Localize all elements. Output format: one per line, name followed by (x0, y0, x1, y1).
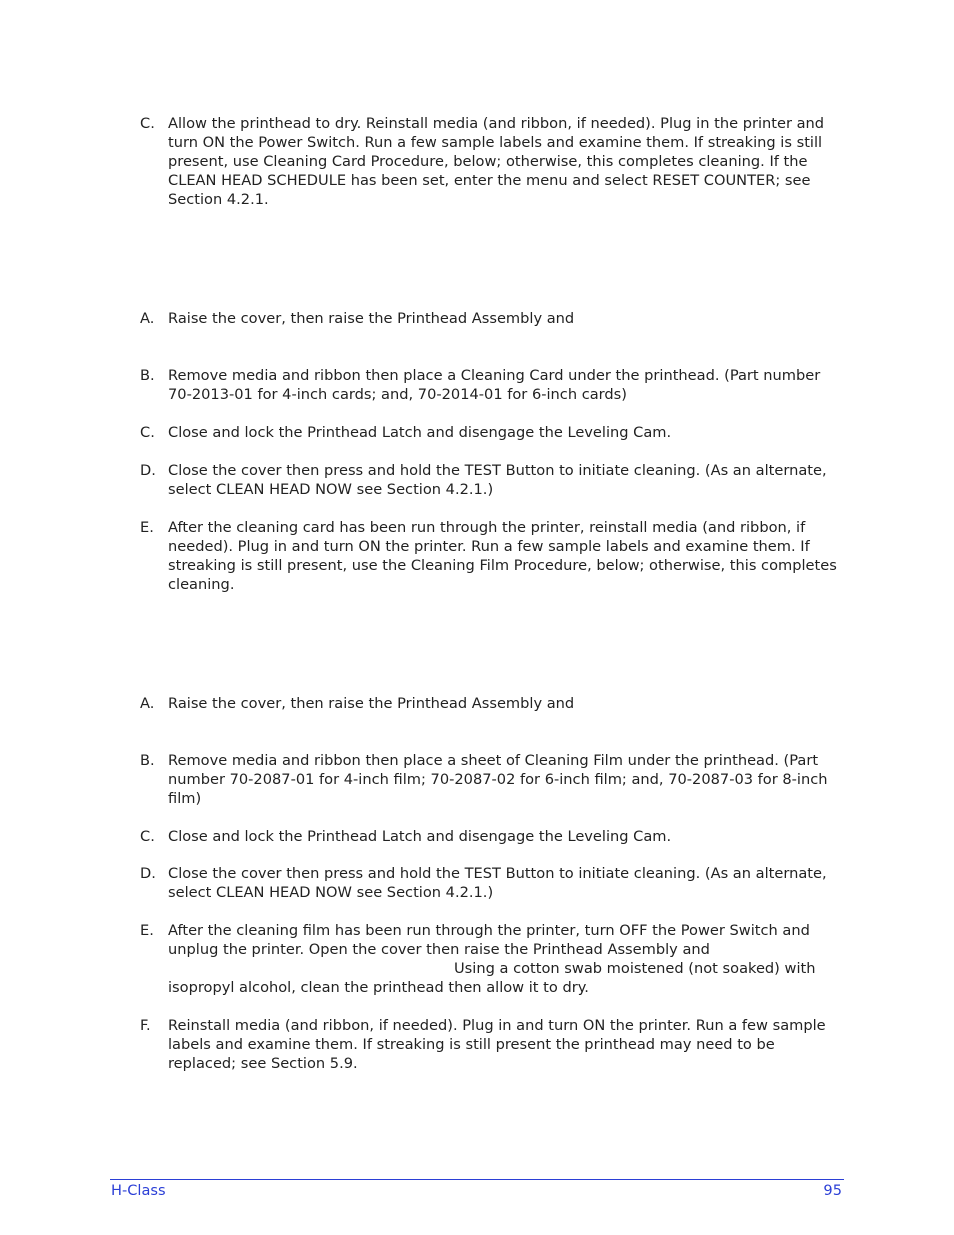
list-item-text: Allow the printhead to dry. Reinstall media (and ribbon, if needed). Plug in the printer and turn ON the Power Switch. Run a few sample labels and examine them. If streaking is still present, use Cleaning Card Procedure, below; otherwise, this completes cleaning. If the CLEAN HEAD SCHEDULE has been set, enter the menu and select RESET COUNTER; see Section 4.2.1. (168, 115, 825, 208)
footer-page-number: 95 (823, 1182, 842, 1199)
list-item (140, 518, 846, 594)
list-item (140, 366, 846, 404)
list-marker: E. (140, 922, 154, 939)
list-item (140, 423, 846, 442)
list-marker: D. (140, 462, 156, 479)
list-item-text: Raise the cover, then raise the Printhead Assembly and (168, 310, 575, 327)
list-item-text (168, 921, 846, 997)
footer-divider (110, 1179, 844, 1180)
list-item-text: Close the cover then press and hold the TEST Button to initiate cleaning. (As an alternate, select CLEAN HEAD NOW see Section 4.2.1.) (168, 462, 827, 498)
list-marker: D. (140, 865, 156, 882)
footer-product-name: H-Class (111, 1182, 166, 1199)
list-marker: C. (140, 115, 155, 132)
list-item-text: Close and lock the Printhead Latch and disengage the Leveling Cam. (168, 828, 672, 845)
list-item (140, 1016, 846, 1073)
list-item-text-part: After the cleaning film has been run through the printer, turn OFF the Power Switch and unplug the printer. Open the cover then raise the Printhead Assembly and (168, 922, 810, 958)
list-marker: C. (140, 424, 155, 441)
list-item (140, 864, 846, 902)
list-marker: B. (140, 752, 155, 769)
list-marker: B. (140, 367, 155, 384)
list-item (140, 751, 846, 808)
list-item (140, 461, 846, 499)
list-item-text: Close the cover then press and hold the TEST Button to initiate cleaning. (As an alternate, select CLEAN HEAD NOW see Section 4.2.1.) (168, 865, 827, 901)
list-marker: F. (140, 1017, 151, 1034)
list-item-text: Remove media and ribbon then place a sheet of Cleaning Film under the printhead. (Part number 70-2087-01 for 4-inch film; 70-2087-02 for 6-inch film; and, 70-2087-03 for 8-inch film) (168, 752, 828, 807)
list-item-text: After the cleaning card has been run through the printer, reinstall media (and ribbon, if needed). Plug in and turn ON the printer. Run a few sample labels and examine them. If streaking is still present, use the Cleaning Film Procedure, below; otherwise, this completes cleaning. (168, 519, 837, 593)
list-item (140, 694, 846, 713)
list-item (140, 114, 846, 209)
list-item-text-part: Using a cotton swab moistened (not soaked) with isopropyl alcohol, clean the printhead then allow it to dry. (168, 960, 816, 996)
list-item (140, 921, 846, 997)
list-marker: A. (140, 695, 155, 712)
list-item-text: Reinstall media (and ribbon, if needed). Plug in and turn ON the printer. Run a few sample labels and examine them. If streaking is still present the printhead may need to be replaced; see Section 5.9. (168, 1017, 826, 1072)
list-marker: A. (140, 310, 155, 327)
list-item (140, 827, 846, 846)
list-marker: C. (140, 828, 155, 845)
list-item (140, 309, 846, 328)
list-item-text: Close and lock the Printhead Latch and disengage the Leveling Cam. (168, 424, 672, 441)
list-item-text: Remove media and ribbon then place a Cleaning Card under the printhead. (Part number 70-2013-01 for 4-inch cards; and, 70-2014-01 for 6-inch cards) (168, 367, 821, 403)
list-marker: E. (140, 519, 154, 536)
list-item-text: Raise the cover, then raise the Printhead Assembly and (168, 695, 575, 712)
